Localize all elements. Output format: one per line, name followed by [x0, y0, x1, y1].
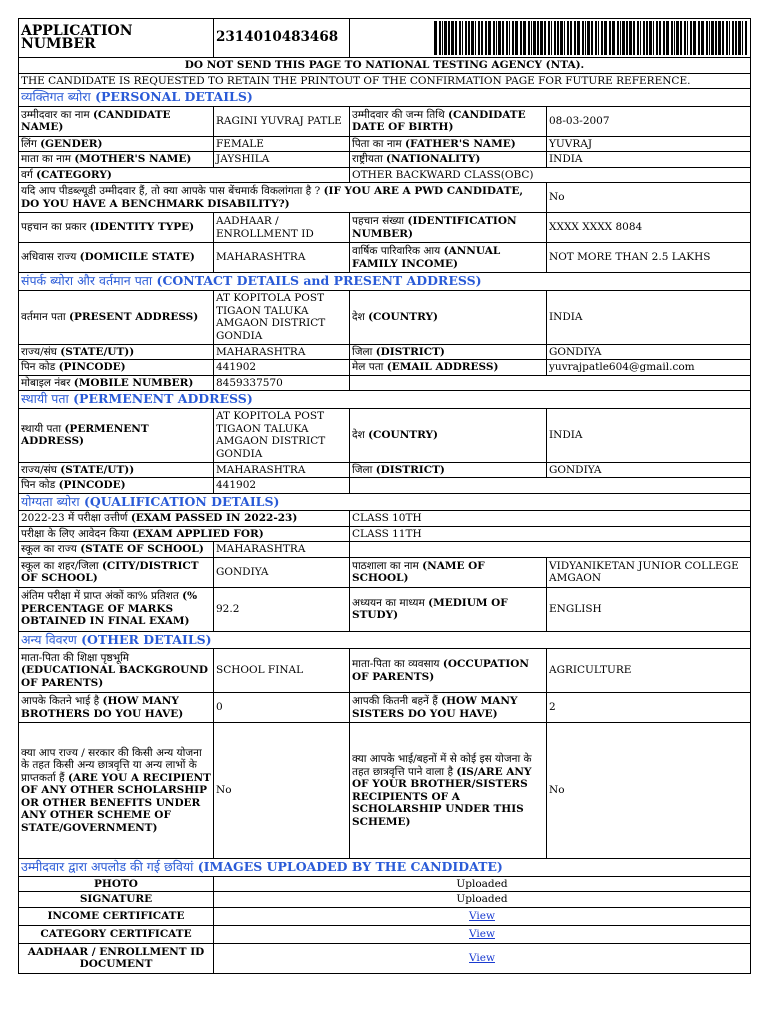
- barcode-bar: [676, 21, 679, 55]
- label-siblings-scholarship: क्या आपके भाई/बहनों में से कोई इस योजना के तहत छात्रवृत्ति पाने वाला है (IS/ARE ANY OF YOUR BROTHER/SISTERS RECIPIENTS OF A SCHOLARSHIP UNDER THIS SCHEME): [350, 723, 547, 859]
- value-permanent-country: INDIA: [547, 408, 751, 462]
- barcode-bar: [502, 21, 504, 55]
- barcode-bar: [604, 21, 607, 55]
- label-mobile-number: मोबाइल नंबर (MOBILE NUMBER): [19, 375, 214, 391]
- barcode-bar: [577, 21, 580, 55]
- label-domicile-state: अधिवास राज्य (DOMICILE STATE): [19, 243, 214, 273]
- barcode-bar: [609, 21, 611, 55]
- label-gender: लिंग (GENDER): [19, 136, 214, 152]
- label-present-address: वर्तमान पता (PRESENT ADDRESS): [19, 290, 214, 344]
- view-aadhaar-document-link[interactable]: View: [469, 951, 495, 964]
- value-medium-of-study: ENGLISH: [547, 587, 751, 631]
- barcode-bar: [564, 21, 565, 55]
- label-category-certificate: CATEGORY CERTIFICATE: [19, 925, 214, 943]
- value-identity-type: AADHAAR / ENROLLMENT ID: [214, 213, 350, 243]
- barcode-bar: [528, 21, 530, 55]
- value-city-of-school: GONDIYA: [214, 557, 350, 587]
- value-siblings-scholarship: No: [547, 723, 751, 859]
- label-parents-occupation: माता-पिता का व्यवसाय (OCCUPATION OF PARENTS): [350, 649, 547, 693]
- value-nationality: INDIA: [547, 152, 751, 168]
- notice-retain-printout: THE CANDIDATE IS REQUESTED TO RETAIN THE PRINTOUT OF THE CONFIRMATION PAGE FOR FUTURE REFERENCE.: [19, 73, 751, 89]
- value-parents-occupation: AGRICULTURE: [547, 649, 751, 693]
- application-number-label-cell: [19, 19, 214, 58]
- barcode-bar: [554, 21, 556, 55]
- barcode-bar: [653, 21, 654, 55]
- barcode-bar: [434, 21, 437, 55]
- label-nationality: राष्ट्रीयता (NATIONALITY): [350, 152, 547, 168]
- application-number-label: APPLICATION NUMBER: [21, 22, 133, 52]
- barcode-bar: [560, 21, 563, 55]
- section-title-hindi: व्यक्तिगत ब्योरा: [21, 89, 91, 104]
- label-other-scholarship: क्या आप राज्य / सरकार की किसी अन्य योजना के तहत किसी अन्य छात्रवृत्ति या अन्य लाभों के प्राप्तकर्ता हैं (ARE YOU A RECIPIENT OF ANY OTHER SCHOLARSHIP OR OTHER BENEFITS UNDER ANY OTHER SCHEME OF STATE/GOVERNMENT): [19, 723, 214, 859]
- value-mobile-number: 8459337570: [214, 375, 350, 391]
- barcode-bar: [671, 21, 673, 55]
- value-candidate-name: RAGINI YUVRAJ PATLE: [214, 106, 350, 136]
- barcode-cell: [350, 19, 751, 58]
- barcode-bar: [735, 21, 737, 55]
- label-photo: PHOTO: [19, 876, 214, 892]
- value-annual-family-income: NOT MORE THAN 2.5 LAKHS: [547, 243, 751, 273]
- barcode-bar: [693, 21, 696, 55]
- barcode-bar: [738, 21, 741, 55]
- label-medium-of-study: अध्ययन का माध्यम (MEDIUM OF STUDY): [350, 587, 547, 631]
- barcode-bar: [587, 21, 590, 55]
- barcode-bar: [698, 21, 700, 55]
- barcode-bar: [742, 21, 743, 55]
- view-category-certificate-link[interactable]: View: [469, 927, 495, 940]
- barcode-bar: [706, 21, 708, 55]
- value-permanent-address: AT KOPITOLA POST TIGAON TALUKA AMGAON DISTRICT GONDIA: [214, 408, 350, 462]
- value-email-address: yuvrajpatle604@gmail.com: [547, 360, 751, 376]
- barcode-bar: [451, 21, 454, 55]
- barcode-bar: [531, 21, 532, 55]
- category-certificate-cell: [214, 925, 751, 943]
- label-district: जिला (DISTRICT): [350, 344, 547, 360]
- barcode-bar: [745, 21, 747, 55]
- label-exam-applied: परीक्षा के लिए आवेदन किया (EXAM APPLIED FOR): [19, 526, 350, 542]
- barcode-bar: [468, 21, 470, 55]
- label-mother-name: माता का नाम (MOTHER'S NAME): [19, 152, 214, 168]
- barcode-bar: [471, 21, 474, 55]
- value-signature-status: Uploaded: [214, 892, 751, 908]
- barcode-bar: [567, 21, 569, 55]
- label-permanent-address: स्थायी पता (PERMENENT ADDRESS): [19, 408, 214, 462]
- label-percentage-marks: अंतिम परीक्षा में प्राप्त अंकों का% प्रतिशत (% PERCENTAGE OF MARKS OBTAINED IN FINAL EXAM): [19, 587, 214, 631]
- barcode-bar: [666, 21, 669, 55]
- barcode-bar: [478, 21, 480, 55]
- application-number-cell: [214, 19, 350, 58]
- barcode-bar: [481, 21, 483, 55]
- label-signature: SIGNATURE: [19, 892, 214, 908]
- barcode-bar: [598, 21, 599, 55]
- barcode-bar: [537, 21, 539, 55]
- label-sisters-count: आपकी कितनी बहनें हैं (HOW MANY SISTERS DO YOU HAVE): [350, 693, 547, 723]
- empty-cell: [350, 542, 751, 558]
- barcode-bar: [570, 21, 572, 55]
- barcode-bar: [649, 21, 652, 55]
- empty-cell: [350, 375, 751, 391]
- section-title-english: (PERSONAL DETAILS): [95, 89, 253, 104]
- barcode-bar: [643, 21, 645, 55]
- barcode-bar: [506, 21, 508, 55]
- barcode-bar: [633, 21, 635, 55]
- barcode-bar: [493, 21, 495, 55]
- barcode-bar: [680, 21, 682, 55]
- barcode-bar: [711, 21, 714, 55]
- barcode-bar: [722, 21, 724, 55]
- barcode-bar: [498, 21, 501, 55]
- barcode-bar: [629, 21, 632, 55]
- label-candidate-name: उम्मीदवार का नाम (CANDIDATE NAME): [19, 106, 214, 136]
- value-father-name: YUVRAJ: [547, 136, 751, 152]
- value-percentage-marks: 92.2: [214, 587, 350, 631]
- barcode-bar: [448, 21, 450, 55]
- barcode-bar: [637, 21, 639, 55]
- barcode-bar: [444, 21, 447, 55]
- barcode-bar: [674, 21, 675, 55]
- label-pwd-benchmark-disability: यदि आप पीडब्ल्यूडी उम्मीदवार हैं, तो क्या आपके पास बेंचमार्क विकलांगता है ? (IF YOU ARE A PWD CANDIDATE, DO YOU HAVE A BENCHMARK DISABILITY?): [19, 183, 547, 213]
- barcode-bar: [617, 21, 619, 55]
- label-permanent-state: राज्य/संघ (STATE/UT)): [19, 462, 214, 478]
- barcode-bar: [515, 21, 518, 55]
- value-identification-number: XXXX XXXX 8084: [547, 213, 751, 243]
- label-state-of-school: स्कूल का राज्य (STATE OF SCHOOL): [19, 542, 214, 558]
- label-permanent-district: जिला (DISTRICT): [350, 462, 547, 478]
- barcode-bar: [601, 21, 603, 55]
- label-identification-number: पहचान संख्या (IDENTIFICATION NUMBER): [350, 213, 547, 243]
- label-city-of-school: स्कूल का शहर/जिला (CITY/DISTRICT OF SCHOOL): [19, 557, 214, 587]
- barcode-bar: [462, 21, 463, 55]
- label-aadhaar-document: AADHAAR / ENROLLMENT ID DOCUMENT: [19, 943, 214, 973]
- value-name-of-school: VIDYANIKETAN JUNIOR COLLEGE AMGAON: [547, 557, 751, 587]
- barcode-bar: [439, 21, 441, 55]
- value-exam-passed: CLASS 10TH: [350, 511, 751, 527]
- income-certificate-cell: [214, 907, 751, 925]
- barcode-bar: [496, 21, 497, 55]
- barcode-bar: [544, 21, 546, 55]
- barcode-bar: [663, 21, 665, 55]
- barcode-bar: [533, 21, 536, 55]
- value-mother-name: JAYSHILA: [214, 152, 350, 168]
- label-email-address: मेल पता (EMAIL ADDRESS): [350, 360, 547, 376]
- value-sisters-count: 2: [547, 693, 751, 723]
- section-qualification-details: योग्यता ब्योरा (QUALIFICATION DETAILS): [19, 493, 751, 511]
- application-form-table: [18, 18, 751, 974]
- barcode-bar: [715, 21, 717, 55]
- empty-cell: [350, 478, 751, 494]
- barcode-bar: [520, 21, 522, 55]
- barcode-bar: [687, 21, 688, 55]
- barcode-bar: [709, 21, 710, 55]
- label-brothers-count: आपके कितने भाई है (HOW MANY BROTHERS DO YOU HAVE): [19, 693, 214, 723]
- value-gender: FEMALE: [214, 136, 350, 152]
- barcode-bar: [640, 21, 641, 55]
- barcode-bar: [595, 21, 597, 55]
- label-name-of-school: पाठशाला का नाम (NAME OF SCHOOL): [350, 557, 547, 587]
- section-other-details: अन्य विवरण (OTHER DETAILS): [19, 631, 751, 649]
- label-father-name: पिता का नाम (FATHER'S NAME): [350, 136, 547, 152]
- barcode-bar: [612, 21, 615, 55]
- barcode-bar: [551, 21, 552, 55]
- label-annual-family-income: वार्षिक पारिवारिक आय (ANNUAL FAMILY INCOME): [350, 243, 547, 273]
- barcode-bar: [684, 21, 686, 55]
- value-district: GONDIYA: [547, 344, 751, 360]
- aadhaar-document-cell: [214, 943, 751, 973]
- label-identity-type: पहचान का प्रकार (IDENTITY TYPE): [19, 213, 214, 243]
- label-state: राज्य/संघ (STATE/UT)): [19, 344, 214, 360]
- barcode-bar: [646, 21, 648, 55]
- barcode-bar: [585, 21, 586, 55]
- application-number: 2314010483468: [216, 29, 339, 46]
- barcode-bar: [574, 21, 576, 55]
- section-personal-details: [19, 89, 751, 107]
- barcode-bar: [548, 21, 550, 55]
- barcode-bar: [442, 21, 443, 55]
- value-permanent-state: MAHARASHTRA: [214, 462, 350, 478]
- label-country: देश (COUNTRY): [350, 290, 547, 344]
- label-permanent-country: देश (COUNTRY): [350, 408, 547, 462]
- section-permanent-address: स्थायी पता (PERMENENT ADDRESS): [19, 391, 751, 409]
- barcode-bar: [523, 21, 526, 55]
- value-other-scholarship: No: [214, 723, 350, 859]
- barcode-bar: [485, 21, 487, 55]
- value-pincode: 441902: [214, 360, 350, 376]
- barcode-bar: [459, 21, 461, 55]
- label-permanent-pincode: पिन कोड (PINCODE): [19, 478, 214, 494]
- barcode-bar: [732, 21, 734, 55]
- value-permanent-pincode: 441902: [214, 478, 350, 494]
- barcode-bar: [726, 21, 728, 55]
- section-uploaded-images: उम्मीदवार द्वारा अपलोड की गई छवियां (IMAGES UPLOADED BY THE CANDIDATE): [19, 859, 751, 877]
- barcode-bar: [659, 21, 661, 55]
- label-parents-education: माता-पिता की शिक्षा पृष्ठभूमि (EDUCATIONAL BACKGROUND OF PARENTS): [19, 649, 214, 693]
- label-exam-passed: 2022-23 में परीक्षा उत्तीर्ण (EXAM PASSED IN 2022-23): [19, 511, 350, 527]
- barcode-bar: [465, 21, 467, 55]
- value-state: MAHARASHTRA: [214, 344, 350, 360]
- value-pwd-benchmark-disability: No: [547, 183, 751, 213]
- section-contact-details: संपर्क ब्योरा और वर्तमान पता (CONTACT DETAILS and PRESENT ADDRESS): [19, 273, 751, 291]
- barcode-bar: [557, 21, 559, 55]
- confirmation-page: [18, 18, 750, 974]
- barcode-bar: [455, 21, 457, 55]
- label-pincode: पिन कोड (PINCODE): [19, 360, 214, 376]
- barcode-bar: [729, 21, 730, 55]
- value-domicile-state: MAHARASHTRA: [214, 243, 350, 273]
- barcode-bar: [626, 21, 628, 55]
- value-country: INDIA: [547, 290, 751, 344]
- value-permanent-district: GONDIYA: [547, 462, 751, 478]
- label-income-certificate: INCOME CERTIFICATE: [19, 907, 214, 925]
- value-state-of-school: MAHARASHTRA: [214, 542, 350, 558]
- barcode-bar: [701, 21, 704, 55]
- barcode-bar: [718, 21, 721, 55]
- barcode-bar: [509, 21, 510, 55]
- view-income-certificate-link[interactable]: View: [469, 909, 495, 922]
- barcode-bar: [540, 21, 543, 55]
- barcode-bar: [582, 21, 584, 55]
- label-date-of-birth: उम्मीदवार की जन्म तिथि (CANDIDATE DATE OF BIRTH): [350, 106, 547, 136]
- value-date-of-birth: 08-03-2007: [547, 106, 751, 136]
- barcode-bar: [620, 21, 621, 55]
- barcode-bar: [622, 21, 625, 55]
- barcode-bar: [656, 21, 658, 55]
- notice-do-not-send: DO NOT SEND THIS PAGE TO NATIONAL TESTING AGENCY (NTA).: [19, 58, 751, 74]
- barcode-bar: [591, 21, 593, 55]
- barcode-bar: [690, 21, 692, 55]
- value-present-address: AT KOPITOLA POST TIGAON TALUKA AMGAON DISTRICT GONDIA: [214, 290, 350, 344]
- value-photo-status: Uploaded: [214, 876, 751, 892]
- value-exam-applied: CLASS 11TH: [350, 526, 751, 542]
- value-parents-education: SCHOOL FINAL: [214, 649, 350, 693]
- value-category: OTHER BACKWARD CLASS(OBC): [350, 167, 751, 183]
- label-category: वर्ग (CATEGORY): [19, 167, 350, 183]
- barcode-bar: [512, 21, 514, 55]
- barcode-bar: [475, 21, 476, 55]
- value-brothers-count: 0: [214, 693, 350, 723]
- barcode-image: [432, 21, 750, 55]
- barcode-bar: [488, 21, 491, 55]
